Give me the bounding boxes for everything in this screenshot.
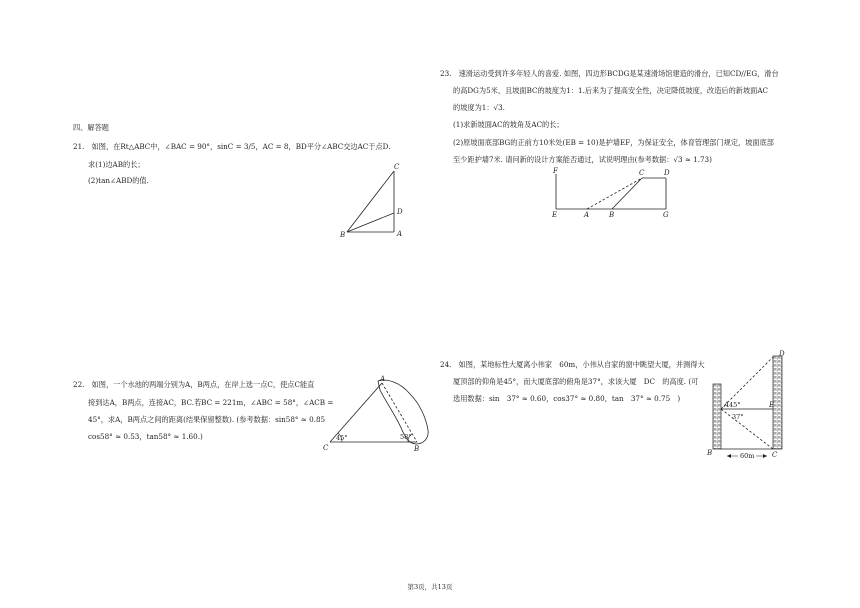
q23-label-f: F <box>553 167 558 175</box>
q21-label-b: B <box>340 231 346 239</box>
q22-label-b: B <box>414 445 420 453</box>
q24-figure <box>705 348 795 460</box>
q24-label-c: C <box>772 451 778 459</box>
q24-angle-down-label: 37° <box>732 413 744 421</box>
q23-new-slope-ac <box>587 178 642 209</box>
q22-label-c: C <box>323 444 329 452</box>
q22-text-line1: 22. 如图，一个水池的两端分别为A，B两点，在岸上选一点C，使点C能直 <box>73 380 315 389</box>
q22-text-line3: 45°，求A，B两点之间的距离(结果保留整数). (参考数据：sin58° ≈ 0.85 <box>88 415 326 424</box>
q21-figure <box>338 160 410 242</box>
q24-label-b: B <box>707 449 713 457</box>
q21-label-c: C <box>394 163 400 171</box>
q24-sightline-ac <box>721 409 773 449</box>
q22-text-line2: 接到达A，B两点，连接AC，BC.若BC = 221m，∠ABC = 58°，∠ACB = <box>88 398 334 407</box>
q21-text-line2: 求(1)边AB的长； <box>88 160 145 169</box>
q22-angle-c-label: 45° <box>336 434 348 442</box>
q21-text-line1: 21. 如图，在Rt△ABC中，∠BAC = 90°，sinC = 3/5，AC = 8，BD平分∠ABC交边AC于点D. <box>73 142 391 151</box>
q23-label-b: B <box>609 211 615 219</box>
q23-text-line1: 23. 速滑运动受到许多年轻人的喜爱. 如图，四边形BCDG是某速滑场馆建造的滑台，已知CD//EG，滑台 <box>440 69 779 78</box>
q22-angle-b-label: 58° <box>400 433 412 441</box>
section-title: 四、解答题 <box>73 123 109 132</box>
q24-tower-building <box>773 356 782 449</box>
q23-label-e: E <box>552 211 558 219</box>
q23-old-slope-bc <box>612 178 642 209</box>
page-footer: 第3页，共13页 <box>407 583 453 591</box>
q23-text-line6: 至少距护墙7米. 请问新的设计方案能否通过，试说明理由(参考数据：√3 ≈ 1.73) <box>453 155 712 164</box>
q24-label-d: D <box>779 350 785 358</box>
q21-label-a: A <box>397 230 403 238</box>
q23-text-line4: (1)求新坡面AC的坡角及AC的长； <box>453 120 564 129</box>
q24-label-e: E <box>769 401 775 409</box>
q23-label-c: C <box>639 169 645 177</box>
q23-text-line2: 的高DG为5米，且坡面BC的坡度为1：1.后来为了提高安全性，决定降低坡度，改造后的新坡面AC <box>453 86 769 95</box>
q23-label-g: G <box>663 211 669 219</box>
q22-text-line4: cos58° ≈ 0.53，tan58° ≈ 1.60.) <box>88 432 203 441</box>
q24-home-building <box>713 384 721 449</box>
q23-label-d: D <box>664 169 670 177</box>
q24-text-line1: 24. 如图，某地标性大厦离小伟家 60m，小伟从自家的窗中眺望大厦，并测得大 <box>440 360 705 369</box>
q23-text-line5: (2)原坡面底部BG的正前方10米处(EB = 10)是护墙EF，为保证安全，体育管理部门规定，坡面底部 <box>453 138 774 147</box>
q24-distance-label: 60m <box>740 452 755 460</box>
q23-text-line3: 的坡度为1：√3. <box>453 103 505 112</box>
q22-figure <box>320 372 435 454</box>
q24-angle-up-label: 45° <box>729 401 741 409</box>
q23-figure <box>548 166 678 220</box>
q22-label-a: A <box>380 375 386 383</box>
q21-label-d: D <box>397 208 403 216</box>
q24-text-line2: 厦顶部的仰角是45°，而大厦底部的俯角是37°，求该大厦 DC 的高度. (可 <box>453 377 699 386</box>
q21-text-line3: (2)tan∠ABD的值. <box>88 176 149 185</box>
q24-text-line3: 选用数据：sin 37° ≈ 0.60，cos37° ≈ 0.80，tan 37° ≈ 0.75 ) <box>453 394 681 403</box>
q24-label-a: A <box>724 401 730 409</box>
q23-label-a: A <box>584 211 590 219</box>
